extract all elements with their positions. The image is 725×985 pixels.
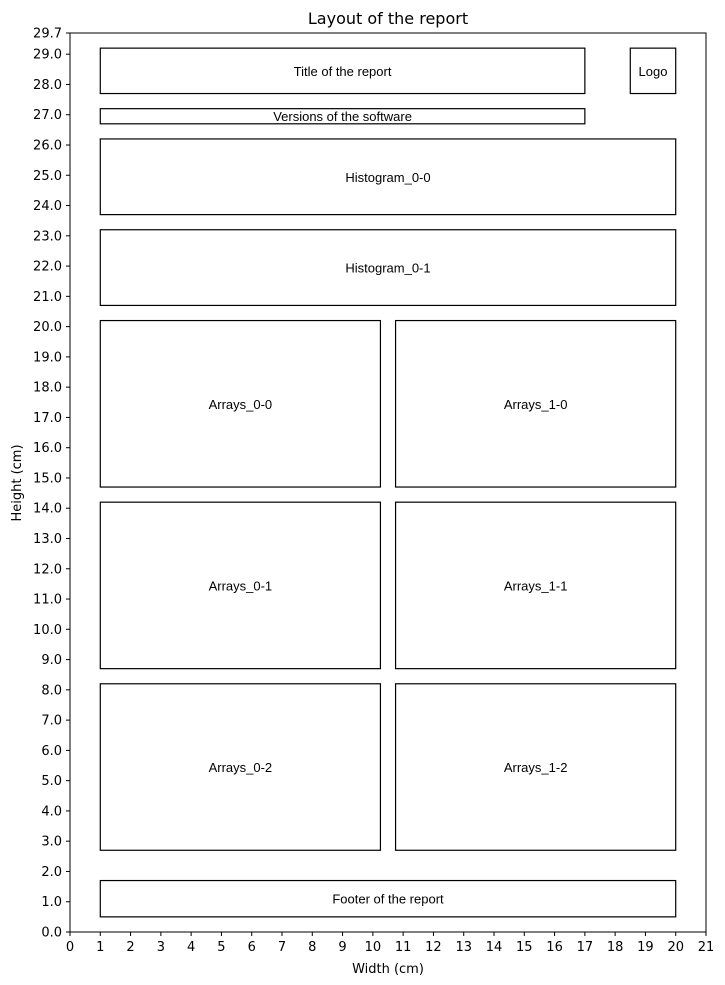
layout-box-label: Arrays_0-0 — [208, 396, 273, 412]
layout-boxes — [100, 48, 675, 917]
y-tick-label: 8.0 — [41, 683, 62, 699]
y-tick-label: 5.0 — [41, 774, 62, 790]
y-tick-label: 20.0 — [33, 320, 62, 336]
layout-box-label: Logo — [638, 63, 668, 79]
x-tick-label: 13 — [455, 940, 472, 955]
y-tick-label: 9.0 — [41, 653, 62, 669]
y-axis-title: Height (cm) — [10, 444, 25, 522]
y-tick-label: 21.0 — [33, 289, 62, 305]
x-tick-label: 0 — [65, 940, 75, 955]
layout-box — [100, 881, 675, 917]
layout-box-label: Title of the report — [293, 63, 392, 79]
x-tick-label: 2 — [126, 940, 135, 955]
y-tick-label: 10.0 — [33, 622, 62, 638]
layout-box-label: Arrays_0-2 — [208, 760, 273, 776]
y-tick-label: 15.0 — [33, 471, 62, 487]
y-tick-label: 13.0 — [33, 531, 62, 547]
layout-box — [396, 684, 676, 850]
y-tick-label: 28.0 — [33, 77, 62, 93]
layout-box-label: Versions of the software — [273, 109, 412, 125]
y-tick-label: 26.0 — [33, 138, 62, 154]
y-tick-label: 6.0 — [41, 743, 62, 759]
layout-box — [100, 684, 380, 850]
y-tick-label: 2.0 — [41, 864, 62, 880]
chart-title: Layout of the report — [307, 9, 469, 28]
y-tick-label: 29.7 — [33, 26, 62, 42]
y-tick-label: 27.0 — [33, 108, 62, 124]
x-tick-label: 14 — [485, 940, 503, 955]
x-tick-label: 11 — [394, 940, 412, 955]
x-tick-label: 8 — [308, 940, 317, 955]
layout-box — [100, 139, 675, 215]
x-tick-label: 21 — [697, 940, 715, 955]
y-tick-label: 29.0 — [33, 47, 62, 63]
layout-box-label: Arrays_0-1 — [208, 578, 273, 594]
y-tick-label: 1.0 — [41, 895, 62, 911]
x-tick-label: 7 — [277, 940, 287, 955]
layout-box — [100, 321, 380, 487]
y-tick-label: 24.0 — [33, 199, 62, 215]
plot-frame — [70, 33, 706, 932]
y-tick-label: 25.0 — [33, 168, 62, 184]
y-axis-ticks — [33, 27, 70, 941]
x-tick-label: 10 — [364, 940, 382, 955]
y-tick-label: 17.0 — [33, 410, 62, 426]
layout-box — [396, 321, 676, 487]
x-tick-label: 5 — [217, 940, 226, 955]
layout-box-label: Arrays_1-1 — [503, 578, 568, 594]
y-tick-label: 11.0 — [33, 592, 62, 608]
y-tick-label: 19.0 — [33, 350, 62, 366]
layout-box — [630, 48, 675, 93]
x-tick-label: 15 — [516, 940, 533, 955]
y-tick-label: 0.0 — [41, 925, 62, 941]
x-tick-label: 16 — [546, 940, 563, 955]
x-tick-label: 6 — [247, 940, 256, 955]
layout-box — [396, 502, 676, 668]
layout-box-label: Arrays_1-2 — [503, 760, 568, 776]
layout-box-label: Arrays_1-0 — [503, 396, 568, 412]
x-tick-label: 20 — [667, 940, 684, 955]
x-tick-label: 17 — [576, 940, 594, 955]
layout-box — [100, 109, 585, 125]
x-tick-label: 1 — [96, 940, 105, 955]
y-tick-label: 18.0 — [33, 380, 62, 396]
x-axis-title: Width (cm) — [352, 962, 424, 977]
x-tick-label: 12 — [425, 940, 442, 955]
x-tick-label: 9 — [338, 940, 347, 955]
x-tick-label: 3 — [156, 940, 165, 955]
layout-box-label: Histogram_0-0 — [345, 169, 431, 185]
y-tick-label: 22.0 — [33, 259, 62, 275]
x-tick-label: 19 — [637, 940, 654, 955]
y-tick-label: 23.0 — [33, 229, 62, 245]
x-tick-label: 4 — [187, 940, 196, 955]
layout-box-label: Histogram_0-1 — [345, 260, 431, 276]
y-tick-label: 4.0 — [41, 804, 62, 820]
layout-box — [100, 230, 675, 306]
y-tick-label: 7.0 — [41, 713, 62, 729]
x-axis-ticks — [66, 932, 714, 955]
layout-box-label: Footer of the report — [332, 891, 444, 907]
y-tick-label: 16.0 — [33, 441, 62, 457]
layout-box — [100, 48, 585, 93]
y-tick-label: 12.0 — [33, 562, 62, 578]
layout-box — [100, 502, 380, 668]
y-tick-label: 14.0 — [33, 501, 62, 517]
y-tick-label: 3.0 — [41, 834, 62, 850]
x-tick-label: 18 — [606, 940, 624, 955]
